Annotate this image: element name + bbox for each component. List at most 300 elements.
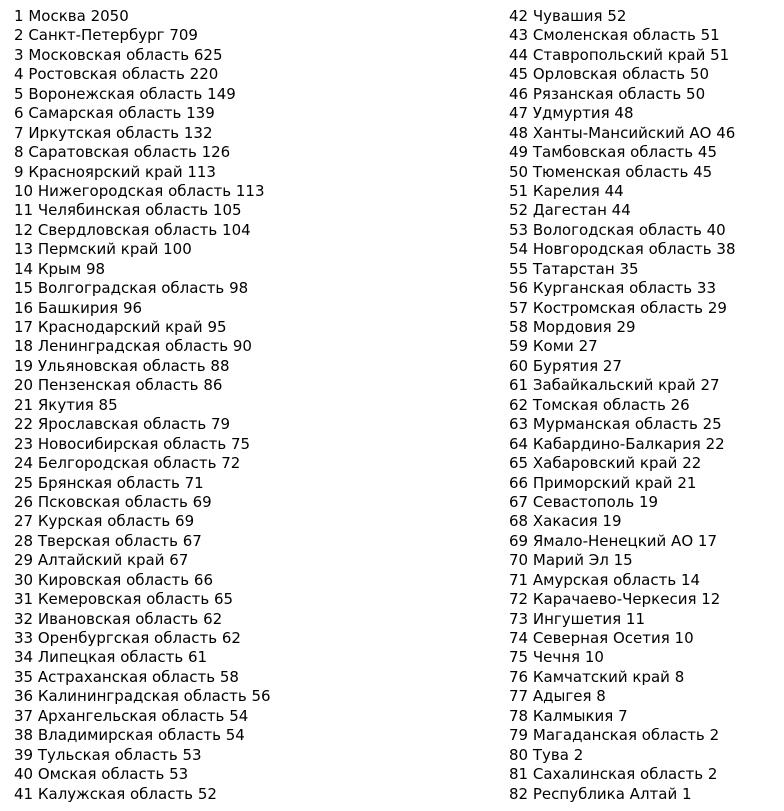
region-name: Северная Осетия — [532, 629, 670, 647]
region-list-item — [509, 648, 736, 667]
region-name: Костромская область — [532, 298, 704, 317]
region-list-item — [509, 512, 736, 531]
region-list-item — [509, 687, 736, 706]
region-value: 54 — [229, 706, 249, 725]
region-list-item — [14, 7, 271, 26]
region-rank: 80 — [509, 745, 529, 764]
region-rank: 63 — [509, 415, 529, 434]
region-name: Свердловская область — [37, 220, 218, 239]
region-rank: 57 — [509, 298, 529, 317]
region-rank: 41 — [14, 784, 34, 803]
region-rank: 16 — [14, 298, 34, 317]
region-value: 2050 — [90, 7, 129, 25]
region-list-item — [14, 746, 271, 765]
region-list-item — [509, 415, 736, 434]
region-rank: 45 — [509, 65, 529, 84]
region-rank: 25 — [14, 473, 34, 492]
region-value: 52 — [607, 7, 627, 25]
region-name: Оренбургская область — [37, 629, 218, 647]
region-rank: 51 — [509, 181, 529, 200]
region-rank: 33 — [14, 629, 34, 647]
region-rank: 17 — [14, 318, 34, 336]
region-value: 139 — [186, 104, 215, 123]
region-name: Тверская область — [37, 531, 178, 550]
region-list-item — [509, 104, 736, 123]
region-name: Дагестан — [532, 201, 607, 220]
region-value: 69 — [175, 512, 195, 531]
region-list-item — [14, 46, 271, 65]
region-rank: 68 — [509, 512, 529, 531]
region-list-item — [14, 337, 271, 356]
region-value: 2 — [709, 726, 720, 745]
region-rank: 73 — [509, 609, 529, 628]
region-list-item — [509, 240, 736, 259]
region-rank: 10 — [14, 181, 34, 200]
region-name: Краснодарский край — [37, 318, 203, 336]
region-rank: 61 — [509, 376, 529, 395]
region-value: 105 — [212, 201, 242, 220]
region-name: Чувашия — [532, 7, 603, 25]
region-value: 15 — [613, 551, 633, 570]
region-rank: 36 — [14, 687, 34, 706]
region-value: 45 — [693, 162, 713, 181]
region-name: Челябинская область — [37, 201, 209, 220]
region-name: Крым — [37, 259, 82, 278]
region-value: 50 — [686, 84, 706, 103]
region-rank: 58 — [509, 318, 529, 336]
region-value: 50 — [689, 65, 710, 84]
region-name: Красноярский край — [28, 162, 183, 181]
region-value: 96 — [122, 298, 143, 317]
region-rank: 65 — [509, 454, 529, 473]
region-rank: 46 — [509, 84, 529, 103]
region-rank: 31 — [14, 590, 34, 609]
region-value: 53 — [182, 745, 202, 764]
region-rank: 76 — [509, 667, 529, 686]
region-rank: 47 — [509, 104, 529, 123]
region-list-item — [14, 629, 271, 648]
region-value: 10 — [584, 648, 604, 667]
region-name: Магаданская область — [532, 726, 705, 745]
region-list-item — [14, 85, 271, 104]
region-rank: 59 — [509, 337, 529, 356]
region-value: 44 — [611, 201, 631, 220]
region-value: 22 — [705, 434, 725, 453]
region-list-item — [509, 85, 736, 104]
region-list-item — [14, 318, 271, 337]
region-rank: 2 — [14, 26, 24, 45]
region-name: Тюменская область — [532, 162, 689, 181]
region-rank: 23 — [14, 434, 34, 453]
region-list-item — [14, 493, 271, 512]
region-list-item — [509, 357, 736, 376]
region-rank: 52 — [509, 201, 529, 220]
region-rank: 60 — [509, 356, 529, 375]
region-name: Севастополь — [532, 492, 635, 511]
region-rank: 81 — [509, 765, 529, 784]
region-name: Нижегородская область — [37, 181, 232, 200]
region-name: Москва — [28, 7, 86, 25]
region-value: 29 — [707, 298, 727, 317]
region-list-item — [509, 260, 736, 279]
region-list-item — [14, 201, 271, 220]
region-name: Воронежская область — [28, 84, 203, 103]
region-value: 10 — [674, 629, 694, 647]
region-value: 62 — [221, 629, 241, 647]
region-value: 51 — [710, 45, 730, 64]
region-list-item — [509, 454, 736, 473]
region-value: 2 — [573, 745, 584, 764]
region-name: Карачаево-Черкесия — [532, 590, 697, 609]
region-rank: 28 — [14, 531, 34, 550]
region-value: 90 — [232, 337, 252, 356]
region-rank: 19 — [14, 356, 34, 375]
region-list-item — [509, 337, 736, 356]
region-name: Калмыкия — [532, 706, 614, 725]
region-list-item — [14, 785, 271, 804]
region-name: Томская область — [532, 395, 666, 414]
region-value: 100 — [163, 240, 192, 259]
region-name: Калининградская область — [37, 687, 247, 706]
region-value: 71 — [184, 473, 204, 492]
region-list-item — [14, 551, 271, 570]
region-list-item — [14, 415, 271, 434]
region-name: Архангельская область — [37, 706, 225, 725]
region-rank: 82 — [509, 784, 529, 803]
region-name: Пензенская область — [37, 376, 199, 395]
region-name: Башкирия — [37, 298, 119, 317]
region-rank: 40 — [14, 765, 34, 784]
region-list-item — [509, 474, 736, 493]
region-name: Тульская область — [37, 745, 178, 764]
region-name: Тамбовская область — [532, 143, 694, 162]
region-rank: 22 — [14, 415, 34, 434]
region-value: 126 — [201, 143, 231, 162]
region-value: 51 — [700, 26, 720, 45]
region-name: Татарстан — [532, 259, 615, 278]
region-value: 98 — [229, 279, 249, 298]
region-name: Тува — [532, 745, 569, 764]
region-name: Алтайский край — [37, 551, 165, 570]
region-rank: 20 — [14, 376, 34, 395]
region-value: 75 — [230, 434, 251, 453]
region-value: 46 — [716, 123, 736, 142]
region-value: 21 — [677, 473, 697, 492]
region-value: 132 — [183, 123, 213, 142]
region-rank: 6 — [14, 104, 24, 123]
region-name: Хакасия — [532, 512, 598, 531]
region-value: 12 — [701, 590, 721, 609]
region-list-item — [509, 376, 736, 395]
region-name: Иркутская область — [28, 123, 180, 142]
region-value: 19 — [602, 512, 622, 531]
region-value: 45 — [697, 143, 718, 162]
region-name: Новосибирская область — [37, 434, 227, 453]
region-name: Самарская область — [28, 104, 182, 123]
region-value: 104 — [222, 220, 251, 239]
region-rank: 39 — [14, 745, 34, 764]
region-list-item — [509, 707, 736, 726]
region-list-item — [509, 46, 736, 65]
region-name: Мурманская область — [532, 415, 698, 434]
region-list-item — [509, 746, 736, 765]
region-list-item — [14, 474, 271, 493]
region-list-item — [509, 571, 736, 590]
region-list-right-column — [509, 7, 736, 804]
region-list-item — [509, 765, 736, 784]
region-name: Новгородская область — [532, 240, 712, 259]
region-rank: 70 — [509, 551, 529, 570]
region-value: 709 — [169, 26, 198, 45]
region-name: Чечня — [532, 648, 581, 667]
region-rank: 5 — [14, 84, 24, 103]
region-list-item — [14, 240, 271, 259]
region-rank: 78 — [509, 706, 529, 725]
region-list-item — [14, 765, 271, 784]
region-name: Омская область — [37, 765, 165, 784]
region-list-item — [509, 785, 736, 804]
region-rank: 37 — [14, 706, 34, 725]
region-list-item — [509, 221, 736, 240]
region-list-item — [509, 163, 736, 182]
region-rank: 3 — [14, 45, 24, 64]
region-name: Ленинградская область — [37, 337, 229, 356]
region-value: 35 — [619, 259, 639, 278]
region-rank: 50 — [509, 162, 529, 181]
region-list-item — [509, 201, 736, 220]
region-list-item — [509, 124, 736, 143]
region-list-item — [509, 726, 736, 745]
region-rank: 35 — [14, 667, 34, 686]
region-rank: 72 — [509, 590, 529, 609]
region-rank: 71 — [509, 570, 529, 589]
region-value: 625 — [193, 45, 223, 64]
region-name: Кировская область — [37, 570, 190, 589]
region-list-item — [509, 299, 736, 318]
region-rank: 4 — [14, 65, 24, 84]
region-name: Ульяновская область — [37, 356, 206, 375]
region-rank: 13 — [14, 240, 34, 259]
region-name: Смоленская область — [532, 26, 696, 45]
region-rank: 24 — [14, 454, 34, 473]
region-rank: 1 — [14, 7, 24, 25]
region-rank: 38 — [14, 726, 34, 745]
region-value: 11 — [625, 609, 645, 628]
region-list-item — [509, 143, 736, 162]
region-value: 17 — [697, 531, 718, 550]
region-rank: 32 — [14, 609, 34, 628]
region-name: Санкт-Петербург — [28, 26, 165, 45]
region-name: Адыгея — [532, 687, 592, 706]
region-list-item — [509, 551, 736, 570]
region-name: Ростовская область — [28, 65, 185, 84]
region-name: Волгоградская область — [37, 279, 225, 298]
region-name: Пермский край — [37, 240, 159, 259]
region-name: Хабаровский край — [532, 454, 678, 473]
region-name: Республика Алтай — [532, 784, 678, 803]
region-list-item — [14, 124, 271, 143]
region-list-item — [509, 435, 736, 454]
region-value: 33 — [696, 279, 717, 298]
region-name: Кемеровская область — [37, 590, 210, 609]
region-list-item — [509, 396, 736, 415]
region-name: Калужская область — [37, 784, 194, 803]
region-name: Саратовская область — [28, 143, 197, 162]
region-list-item — [509, 7, 736, 26]
region-name: Сахалинская область — [532, 765, 704, 784]
region-value: 86 — [203, 376, 223, 395]
region-rank: 69 — [509, 531, 529, 550]
region-value: 98 — [86, 259, 106, 278]
region-name: Марий Эл — [532, 551, 609, 570]
region-list-item — [14, 396, 271, 415]
region-value: 95 — [207, 318, 227, 336]
region-value: 26 — [670, 395, 690, 414]
region-value: 29 — [616, 318, 636, 336]
region-value: 67 — [182, 531, 202, 550]
region-name: Коми — [532, 337, 574, 356]
region-list-item — [14, 279, 271, 298]
region-name: Ямало-Ненецкий АО — [532, 531, 694, 550]
region-name: Бурятия — [532, 356, 599, 375]
region-name: Вологодская область — [532, 220, 702, 239]
region-rank: 18 — [14, 337, 34, 356]
region-list-item — [14, 590, 271, 609]
region-list-left-column — [14, 7, 271, 804]
region-value: 8 — [596, 687, 606, 706]
region-name: Ингушетия — [532, 609, 622, 628]
region-list-item — [509, 590, 736, 609]
region-rank: 43 — [509, 26, 529, 45]
region-value: 58 — [219, 667, 239, 686]
region-value: 61 — [188, 648, 208, 667]
region-value: 19 — [638, 492, 659, 511]
region-value: 85 — [98, 395, 118, 414]
region-list-item — [14, 454, 271, 473]
region-list-item — [14, 571, 271, 590]
region-value: 7 — [618, 706, 628, 725]
region-value: 88 — [210, 356, 230, 375]
region-list-item — [509, 182, 736, 201]
region-list-item — [14, 65, 271, 84]
region-value: 56 — [251, 687, 271, 706]
region-value: 38 — [716, 240, 736, 259]
region-rank: 14 — [14, 259, 34, 278]
region-list-item — [509, 493, 736, 512]
region-value: 113 — [187, 162, 216, 181]
region-name: Камчатский край — [532, 667, 670, 686]
region-name: Владимирская область — [37, 726, 221, 745]
region-value: 53 — [169, 765, 189, 784]
region-value: 27 — [602, 356, 622, 375]
region-rank: 44 — [509, 45, 529, 64]
region-value: 44 — [604, 181, 624, 200]
region-value: 8 — [674, 667, 685, 686]
region-rank: 56 — [509, 279, 529, 298]
region-value: 66 — [193, 570, 214, 589]
region-name: Рязанская область — [532, 84, 682, 103]
region-value: 48 — [614, 104, 634, 123]
region-value: 25 — [702, 415, 722, 434]
region-value: 27 — [700, 376, 720, 395]
region-list-item — [14, 221, 271, 240]
region-value: 62 — [203, 609, 223, 628]
region-list-item — [14, 668, 271, 687]
region-value: 40 — [706, 220, 726, 239]
region-rank: 7 — [14, 123, 24, 142]
region-rank: 49 — [509, 143, 529, 162]
region-name: Псковская область — [37, 492, 188, 511]
region-name: Курганская область — [532, 279, 693, 298]
region-list-item — [14, 182, 271, 201]
region-rank: 30 — [14, 570, 34, 589]
region-value: 22 — [682, 454, 702, 473]
region-rank: 27 — [14, 512, 34, 531]
region-name: Астраханская область — [37, 667, 216, 686]
region-list-item — [14, 299, 271, 318]
region-list-item — [509, 318, 736, 337]
region-value: 113 — [235, 181, 265, 200]
region-rank: 66 — [509, 473, 529, 492]
region-name: Приморский край — [532, 473, 673, 492]
region-value: 27 — [578, 337, 598, 356]
region-value: 65 — [213, 590, 234, 609]
region-value: 79 — [210, 415, 231, 434]
region-rank: 75 — [509, 648, 529, 667]
region-rank: 48 — [509, 123, 529, 142]
region-rank: 21 — [14, 395, 34, 414]
region-list-item — [14, 143, 271, 162]
region-list-item — [509, 279, 736, 298]
region-list-item — [14, 610, 271, 629]
region-name: Курская область — [37, 512, 171, 531]
region-list-item — [509, 629, 736, 648]
region-value: 72 — [221, 454, 241, 473]
region-name: Орловская область — [532, 65, 686, 84]
region-value: 149 — [207, 84, 236, 103]
region-list-item — [14, 726, 271, 745]
region-value: 69 — [192, 492, 212, 511]
region-list-item — [14, 687, 271, 706]
region-list-item — [509, 668, 736, 687]
region-value: 52 — [197, 784, 217, 803]
region-list-item — [509, 26, 736, 45]
region-value: 1 — [682, 784, 692, 803]
region-rank: 53 — [509, 220, 529, 239]
region-list-item — [14, 104, 271, 123]
region-rank: 15 — [14, 279, 34, 298]
region-list-item — [14, 648, 271, 667]
region-name: Московская область — [28, 45, 190, 64]
region-list-item — [14, 532, 271, 551]
region-name: Брянская область — [37, 473, 180, 492]
region-rank: 74 — [509, 629, 529, 647]
region-list-item — [14, 435, 271, 454]
region-list-item — [14, 707, 271, 726]
region-rank: 42 — [509, 7, 529, 25]
region-name: Белгородская область — [37, 454, 217, 473]
region-name: Ставропольский край — [532, 45, 706, 64]
region-value: 220 — [189, 65, 219, 84]
region-rank: 54 — [509, 240, 529, 259]
region-list-item — [14, 260, 271, 279]
region-list-item — [14, 26, 271, 45]
region-rank: 64 — [509, 434, 529, 453]
region-value: 67 — [169, 551, 189, 570]
region-list-item — [14, 357, 271, 376]
region-rank: 79 — [509, 726, 529, 745]
region-name: Ярославская область — [37, 415, 207, 434]
